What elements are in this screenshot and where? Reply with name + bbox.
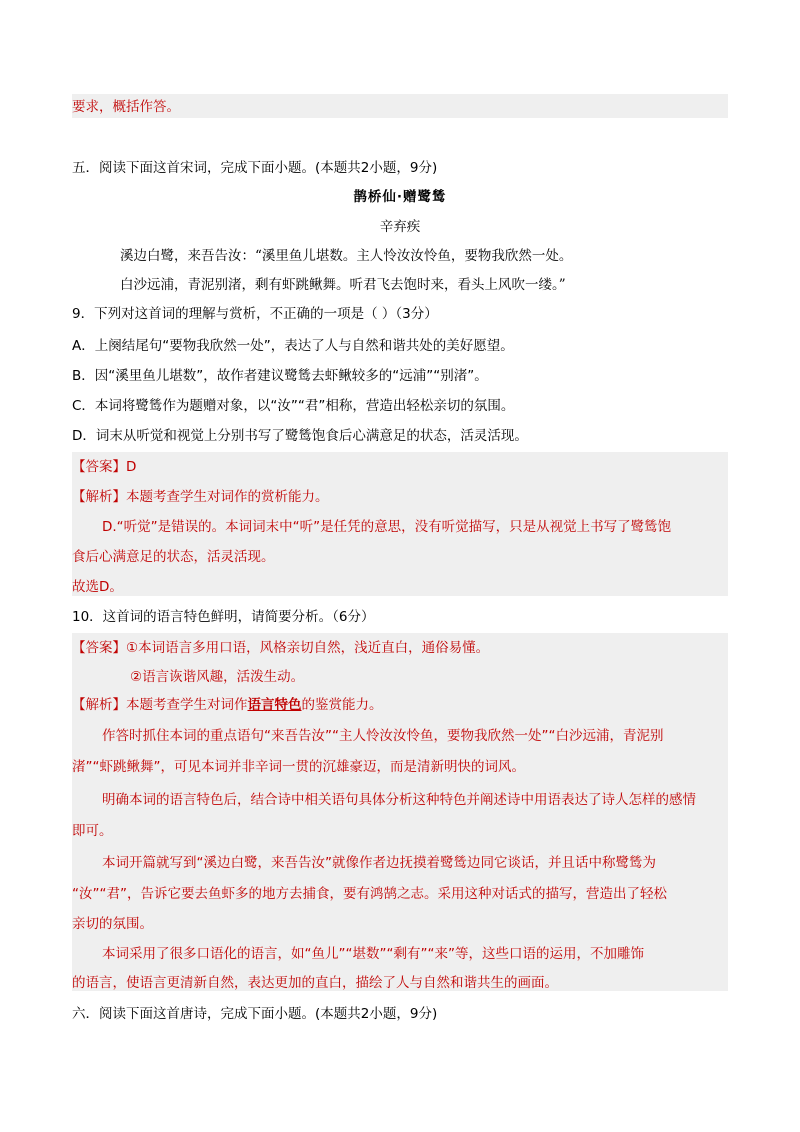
q10-para1-b: 渚”“虾跳鳅舞”，可见本词并非辛词一贯的沉雄豪迈，而是清新明快的词风。 — [72, 759, 525, 775]
q10-para3-b: “汝”“君”，告诉它要去鱼虾多的地方去捕食，要有鸿鹄之志。采用这种对话式的描写，营造出了轻松 — [72, 886, 667, 902]
poem-line-2: 白沙远浦，青泥别渚，剩有虾跳鳅舞。听君飞去饱时来，看头上风吹一缕。” — [120, 277, 566, 293]
q10-para3-a: 本词开篇就写到“溪边白鹭，来吾告汝”就像作者边抚摸着鹭鸶边同它谈话，并且话中称鹭鸶为 — [102, 855, 656, 871]
analysis-keyword: 语言特色 — [247, 697, 302, 713]
q10-answer-2: ②语言诙谐风趣，活泼生动。 — [130, 669, 305, 685]
answer-tail-text: 要求，概括作答。 — [72, 99, 180, 115]
q9-option-a: A．上阕结尾句“要物我欣然一处”，表达了人与自然和谐共处的美好愿望。 — [72, 338, 514, 354]
q9-explain-2: 食后心满意足的状态，活灵活现。 — [72, 549, 275, 565]
q9-option-d: D．词末从听觉和视觉上分别书写了鹭鸶饱食后心满意足的状态，活灵活现。 — [72, 428, 528, 444]
q10-para2-a: 明确本词的语言特色后，结合诗中相关语句具体分析这种特色并阐述诗中用语表达了诗人怎样的感情 — [102, 792, 696, 808]
analysis-tag: 【解析】 — [72, 489, 126, 505]
q10-para4-a: 本词采用了很多口语化的语言，如“鱼儿”“堪数”“剩有”“来”等，这些口语的运用，不加雕饰 — [102, 946, 644, 962]
section6-heading: 六．阅读下面这首唐诗，完成下面小题。(本题共2小题，9分) — [72, 1006, 438, 1022]
answer-value: D — [126, 459, 137, 475]
q9-option-b: B．因“溪里鱼儿堪数”，故作者建议鹭鸶去虾鳅较多的“远浦”“别渚”。 — [72, 368, 488, 384]
q10-para1-a: 作答时抓住本词的重点语句“来吾告汝”“主人怜汝汝怜鱼，要物我欣然一处”“白沙远浦，青泥别 — [102, 728, 664, 744]
poem-author: 辛弃疾 — [379, 219, 421, 235]
q10-analysis — [72, 695, 728, 715]
answer-tag: 【答案】 — [72, 459, 126, 475]
analysis-tag: 【解析】 — [72, 697, 126, 713]
q10-para2-b: 即可。 — [72, 823, 113, 839]
poem-title: 鹊桥仙·赠鹭鸶 — [353, 189, 447, 205]
analysis-text: 本题考查学生对词作的赏析能力。 — [126, 489, 329, 505]
answer-text: ①本词语言多用口语，风格亲切自然，浅近直白，通俗易懂。 — [126, 640, 490, 656]
q9-explain-1: D.“听觉”是错误的。本词词末中“听”是任凭的意思，没有听觉描写，只是从视觉上书写了鹭鸶饱 — [102, 519, 672, 535]
analysis-pre: 本题考查学生对词作 — [126, 697, 248, 713]
q10-answer-1 — [72, 638, 728, 658]
q9-answer — [72, 457, 728, 477]
q9-stem: 9．下列对这首词的理解与赏析，不正确的一项是（ ）（3分） — [72, 306, 438, 322]
q10-stem: 10．这首词的语言特色鲜明，请简要分析。（6分） — [72, 609, 375, 625]
analysis-post: 的鉴赏能力。 — [301, 697, 383, 713]
poem-line-1: 溪边白鹭，来吾告汝：“溪里鱼儿堪数。主人怜汝汝怜鱼，要物我欣然一处。 — [120, 248, 573, 264]
q9-analysis — [72, 487, 728, 507]
q10-para4-b: 的语言，使语言更清新自然，表达更加的直白，描绘了人与自然和谐共生的画面。 — [72, 975, 558, 991]
q10-para3-c: 亲切的氛围。 — [72, 916, 153, 932]
section5-heading: 五．阅读下面这首宋词，完成下面小题。(本题共2小题，9分) — [72, 160, 438, 176]
q9-option-c: C．本词将鹭鸶作为题赠对象，以“汝”“君”相称，营造出轻松亲切的氛围。 — [72, 398, 515, 414]
answer-tag: 【答案】 — [72, 640, 126, 656]
q9-conclusion: 故选D。 — [72, 579, 123, 595]
